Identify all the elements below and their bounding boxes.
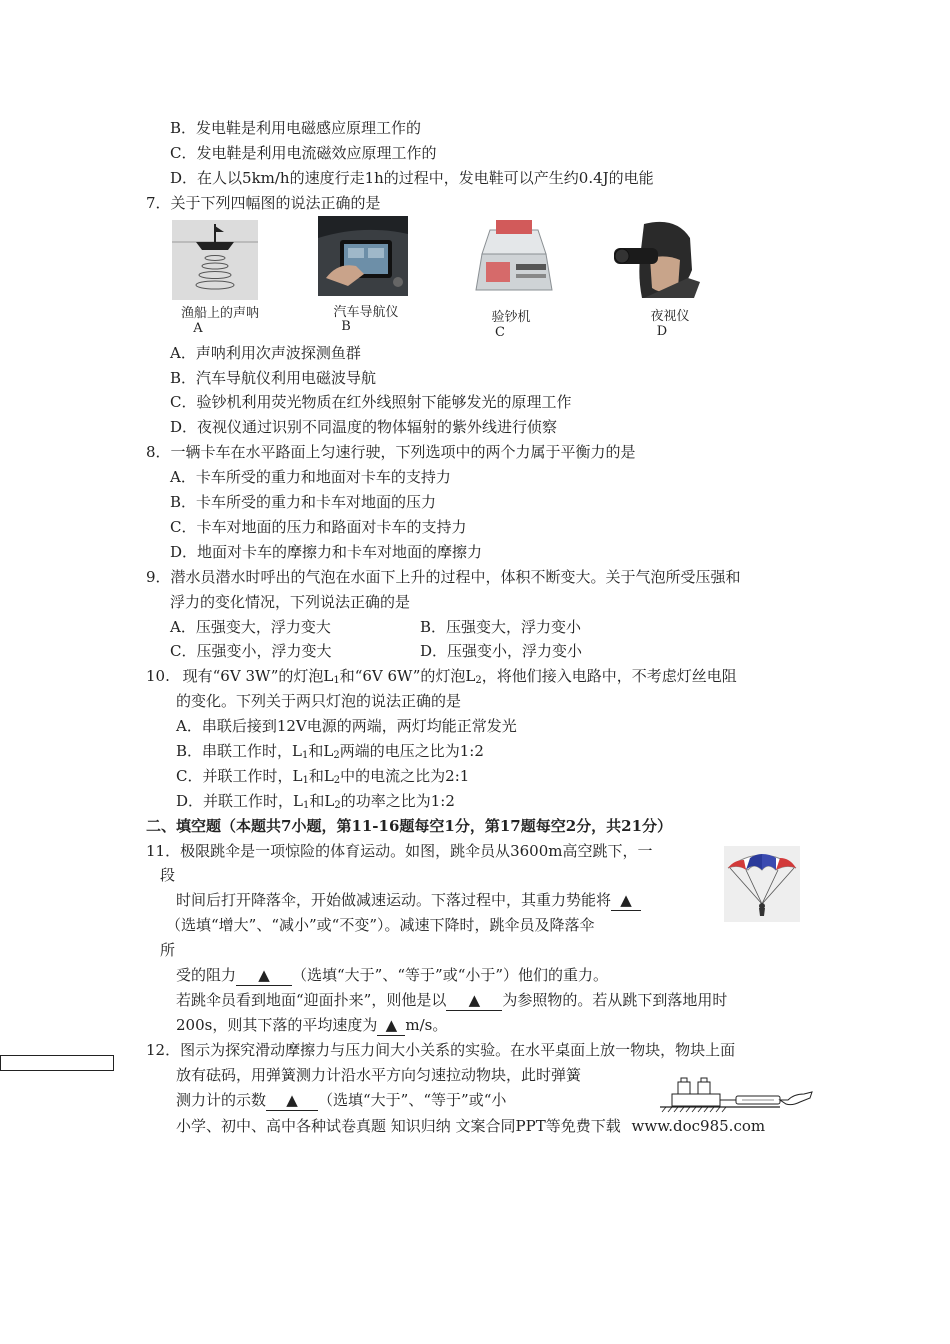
- q7-option-d: D．夜视仪通过识别不同温度的物体辐射的紫外线进行侦察: [170, 418, 558, 436]
- q8-option-a: A．卡车所受的重力和地面对卡车的支持力: [170, 468, 451, 486]
- figure-a-caption: 渔船上的声呐: [180, 306, 259, 321]
- subscript-1: 1: [303, 800, 310, 811]
- parachute-icon: [724, 846, 800, 922]
- q11-line7-post: 为参照物的。若从跳下到落地用时: [502, 991, 728, 1009]
- q7-stem: 7．关于下列四幅图的说法正确的是: [146, 194, 381, 212]
- money-counter-icon: [468, 214, 560, 298]
- section-title: 二、填空题（本题共7小题，第11-16题每空1分，第17题每空2分，共21分）: [146, 817, 673, 835]
- q11-line6: [176, 965, 608, 986]
- q10-option-a: A．串联后接到12V电源的两端，两灯均能正常发光: [176, 717, 517, 735]
- q11-line6-pre: 受的阻力: [176, 966, 237, 984]
- q11-line7: [176, 990, 727, 1011]
- figure-a-letter: A: [193, 321, 203, 336]
- q9-option-a: A．压强变大，浮力变大: [170, 618, 331, 636]
- q9-option-b: B．压强变大，浮力变小: [420, 618, 582, 636]
- q10-stem-part-c: ，将他们接入电路中，不考虑灯丝电阻: [481, 667, 737, 685]
- q9-option-c: C．压强变小，浮力变大: [170, 642, 332, 660]
- q10-stem-line1: [146, 666, 737, 691]
- q10-option-c: [176, 766, 469, 791]
- q11-line3-text: 时间后打开降落伞，开始做减速运动。下落过程中，其重力势能将: [176, 891, 612, 909]
- q6-option-d: D．在人以5km/h的速度行走1h的过程中，发电鞋可以产生约0.4J的电能: [170, 169, 654, 187]
- side-box: [0, 1055, 114, 1071]
- q10-c-pre: C．并联工作时，L: [176, 767, 303, 785]
- subscript-2: 2: [475, 675, 482, 686]
- spring-scale-icon: [660, 1076, 814, 1114]
- q11-line5: 所: [160, 941, 176, 959]
- q10-b-post: 两端的电压之比为1:2: [339, 742, 484, 760]
- figure-d-letter: D: [656, 324, 668, 339]
- figure-b-caption: 汽车导航仪: [333, 305, 399, 320]
- subscript-2: 2: [333, 750, 340, 761]
- q11-line8: [176, 1015, 447, 1036]
- q10-option-b: [176, 741, 484, 766]
- q12-line3-post: （选填“大于”、“等于”或“小: [318, 1091, 507, 1109]
- subscript-2: 2: [334, 800, 341, 811]
- q10-b-mid: 和L: [308, 742, 334, 760]
- q10-b-pre: B．串联工作时，L: [176, 742, 302, 760]
- subscript-1: 1: [302, 750, 309, 761]
- q11-line8-post: m/s。: [405, 1016, 448, 1034]
- subscript-1: 1: [333, 675, 340, 686]
- q8-option-d: D．地面对卡车的摩擦力和卡车对地面的摩擦力: [170, 543, 483, 561]
- q11-line3: [176, 890, 641, 911]
- footer-url[interactable]: www.doc985.com: [631, 1117, 766, 1135]
- footer-description: 小学、初中、高中各种试卷真题 知识归纳 文案合同PPT等免费下载: [176, 1117, 621, 1135]
- q9-stem-line1: 9．潜水员潜水时呼出的气泡在水面下上升的过程中，体积不断变大。关于气泡所受压强和: [146, 568, 741, 586]
- q10-stem-part-a: 现有“6V 3W”的灯泡L: [182, 667, 334, 685]
- q11-line7-pre: 若跳伞员看到地面“迎面扑来”，则他是以: [176, 991, 447, 1009]
- q10-option-d: [176, 791, 455, 816]
- q10-c-post: 中的电流之比为2:1: [340, 767, 470, 785]
- q8-option-c: C．卡车对地面的压力和路面对卡车的支持力: [170, 518, 467, 536]
- q6-option-c: C．发电鞋是利用电流磁效应原理工作的: [170, 144, 437, 162]
- q9-stem-line2: 浮力的变化情况，下列说法正确的是: [170, 593, 411, 611]
- q10-d-mid: 和L: [309, 792, 335, 810]
- q12-line3-pre: 测力计的示数: [176, 1091, 267, 1109]
- q10-c-mid: 和L: [308, 767, 334, 785]
- answer-blank-4[interactable]: ▲: [377, 1015, 405, 1036]
- q10-d-pre: D．并联工作时，L: [176, 792, 303, 810]
- q7-option-a: A．声呐利用次声波探测鱼群: [170, 344, 361, 362]
- q6-option-b: B．发电鞋是利用电磁感应原理工作的: [170, 119, 422, 137]
- figure-c-caption: 验钞机: [491, 310, 531, 325]
- footer-text: [176, 1116, 765, 1136]
- night-vision-icon: [614, 218, 706, 298]
- q12-line1: 12．图示为探究滑动摩擦力与压力间大小关系的实验。在水平桌面上放一物块，物块上面: [146, 1041, 736, 1059]
- q11-line6-post: （选填“大于”、“等于”或“小于”）他们的重力。: [292, 966, 609, 984]
- q9-option-d: D．压强变小，浮力变小: [420, 642, 583, 660]
- figure-d-caption: 夜视仪: [650, 309, 690, 324]
- q12-line2: 放有砝码，用弹簧测力计沿水平方向匀速拉动物块，此时弹簧: [176, 1066, 582, 1084]
- q10-stem-part-b: 和“6V 6W”的灯泡L: [339, 667, 476, 685]
- answer-blank-1[interactable]: ▲: [611, 890, 641, 911]
- q11-line4: （选填“增大”、“减小”或“不变”）。减速下降时，跳伞员及降落伞: [166, 916, 595, 934]
- q7-option-b: B．汽车导航仪利用电磁波导航: [170, 369, 377, 387]
- q7-option-c: C．验钞机利用荧光物质在红外线照射下能够发光的原理工作: [170, 393, 572, 411]
- q10-d-post: 的功率之比为1:2: [340, 792, 455, 810]
- q11-line8-pre: 200s，则其下落的平均速度为: [176, 1016, 378, 1034]
- answer-blank-5[interactable]: ▲: [266, 1090, 318, 1111]
- subscript-1: 1: [302, 775, 309, 786]
- answer-blank-3[interactable]: ▲: [446, 990, 502, 1011]
- q11-line1: 11．极限跳伞是一项惊险的体育运动。如图，跳伞员从3600m高空跳下，一: [146, 842, 653, 860]
- q11-line2: 段: [160, 866, 176, 884]
- q8-stem: 8．一辆卡车在水平路面上匀速行驶，下列选项中的两个力属于平衡力的是: [146, 443, 636, 461]
- q10-number: 10.: [146, 667, 170, 685]
- q12-line3: [176, 1090, 506, 1111]
- car-navigator-icon: [318, 216, 408, 296]
- subscript-2: 2: [333, 775, 341, 786]
- figure-c-letter: C: [495, 325, 505, 340]
- sonar-boat-icon: [172, 220, 258, 300]
- q10-stem-line2: 的变化。下列关于两只灯泡的说法正确的是: [176, 692, 462, 710]
- q8-option-b: B．卡车所受的重力和卡车对地面的压力: [170, 493, 437, 511]
- answer-blank-2[interactable]: ▲: [236, 965, 292, 986]
- figure-b-letter: B: [341, 319, 351, 334]
